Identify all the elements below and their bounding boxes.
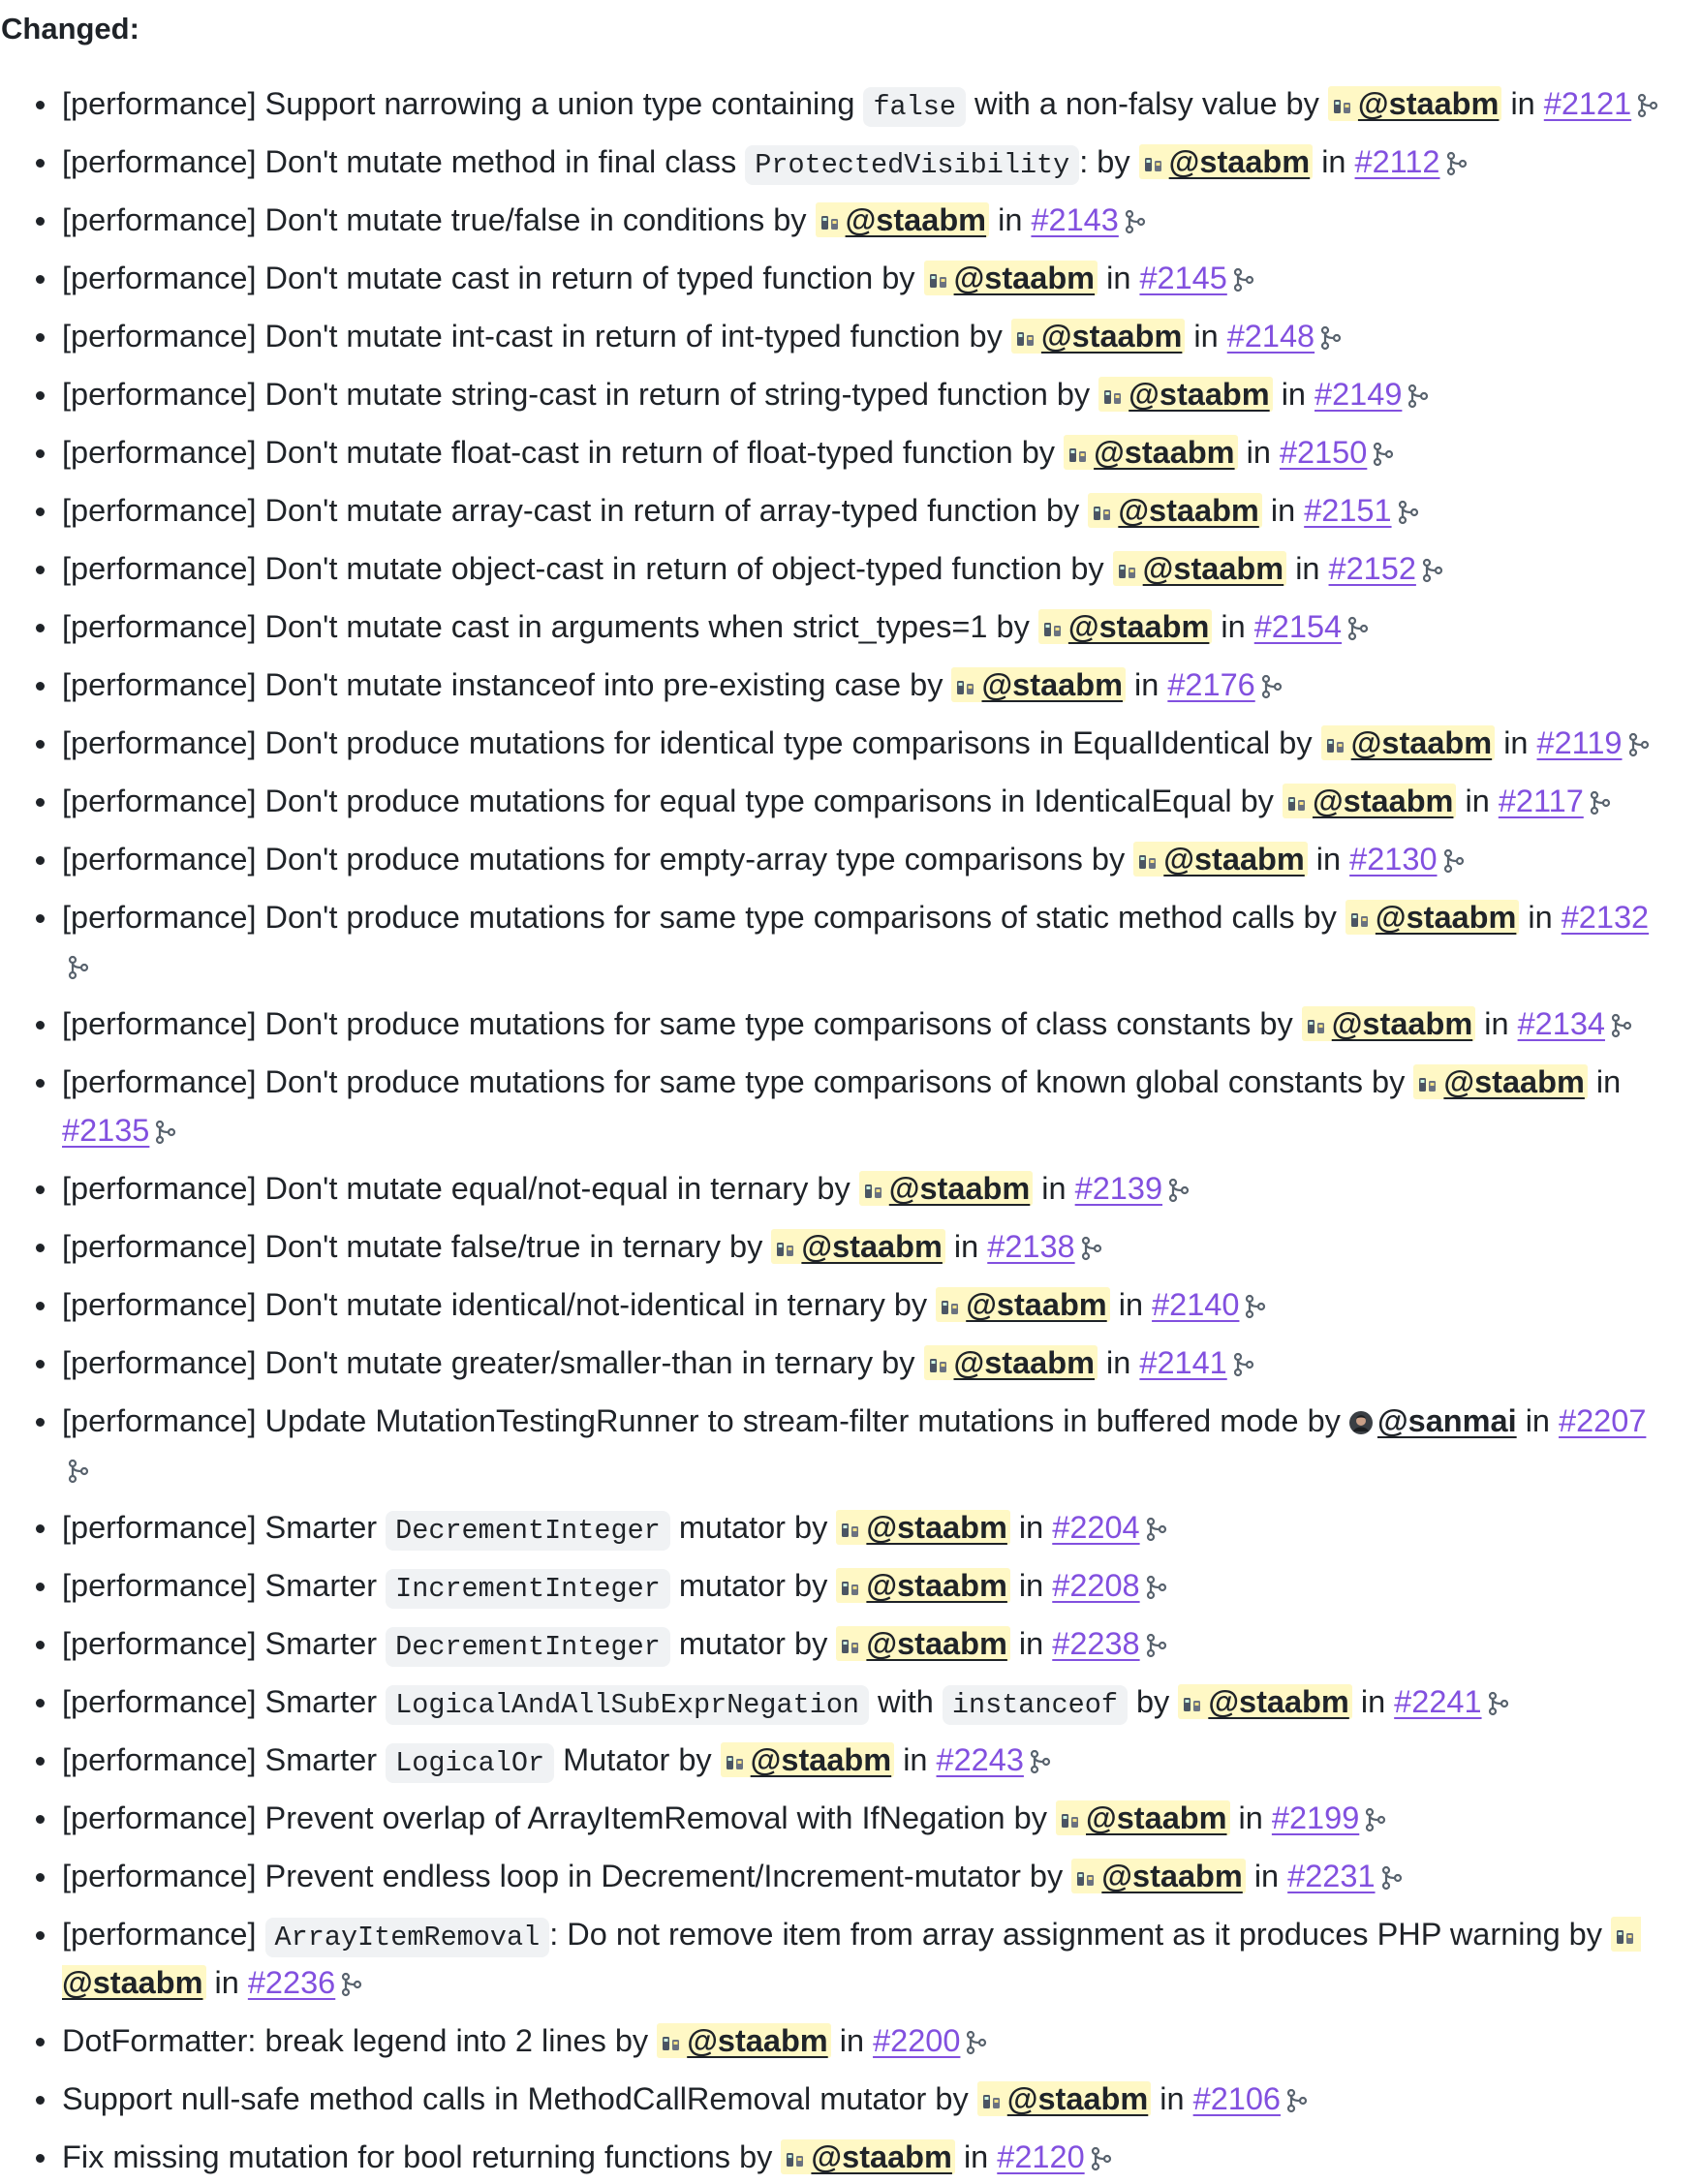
pull-request-icon (68, 947, 89, 993)
list-item (62, 1224, 1662, 1274)
username-link[interactable]: @staabm (1118, 493, 1259, 528)
pull-request-link[interactable]: #2120 (997, 2139, 1085, 2174)
user-mention[interactable] (1098, 377, 1273, 412)
list-item (62, 2076, 1662, 2126)
username-link[interactable]: @staabm (1168, 144, 1311, 179)
item-text: mutator by (669, 1510, 837, 1545)
pull-request-link[interactable]: #2154 (1253, 609, 1343, 644)
in-text: in (1495, 725, 1537, 760)
item-text: [performance] Don't produce mutations for identical type comparisons in EqualIdentical by (62, 725, 1321, 760)
item-text: Fix missing mutation for bool returning functions by (62, 2139, 782, 2174)
item-text: [performance] Don't mutate string-cast in return of string-typed function by (62, 377, 1099, 412)
pull-request-link[interactable]: #2112 (1354, 144, 1440, 179)
in-text: in (1229, 1800, 1272, 1835)
username-link[interactable]: @staabm (1331, 1006, 1473, 1041)
user-mention[interactable] (924, 1345, 1098, 1380)
pull-request-icon (1245, 1286, 1266, 1332)
in-text: in (1009, 1626, 1053, 1661)
pull-request-icon (68, 1451, 89, 1496)
item-text: [performance] Smarter (62, 1684, 387, 1719)
user-mention[interactable] (1038, 609, 1213, 644)
user-mention[interactable] (1328, 86, 1502, 121)
bot-avatar-icon (840, 1508, 861, 1553)
pull-request-icon (1320, 318, 1342, 363)
pull-request-icon (1422, 550, 1443, 596)
list-item (62, 895, 1662, 993)
list-item (62, 1738, 1662, 1787)
list-item (62, 837, 1662, 886)
user-mention[interactable] (859, 1171, 1034, 1206)
bot-avatar-icon (981, 2079, 1003, 2125)
username-link[interactable]: @staabm (866, 1626, 1007, 1661)
in-text: in (1286, 551, 1329, 586)
pull-request-icon (155, 1112, 176, 1157)
username-link[interactable]: @staabm (1357, 86, 1500, 121)
username-link[interactable]: @staabm (687, 2023, 828, 2058)
list-item (62, 314, 1662, 363)
username-link[interactable]: @staabm (1142, 551, 1284, 586)
in-text: in (989, 202, 1032, 237)
inline-code: IncrementInteger (386, 1569, 670, 1609)
list-item (62, 721, 1662, 770)
item-text: : by (1079, 144, 1139, 179)
pull-request-icon (1407, 376, 1429, 421)
inline-code: DecrementInteger (386, 1627, 670, 1667)
pull-request-link[interactable]: #2243 (936, 1742, 1024, 1777)
item-text: [performance] Don't mutate false/true in ternary by (62, 1229, 772, 1264)
pull-request-icon (1398, 492, 1419, 538)
pull-request-link[interactable]: #2132 (1561, 900, 1650, 935)
username-link[interactable]: @staabm (1375, 900, 1517, 935)
user-avatar (1349, 1401, 1373, 1447)
item-text: [performance] Don't mutate cast in return of typed function by (62, 261, 924, 295)
pull-request-link[interactable]: #2119 (1536, 725, 1623, 760)
username-link[interactable]: @staabm (811, 2139, 952, 2174)
pull-request-link[interactable]: #2106 (1192, 2081, 1281, 2116)
pull-request-link[interactable]: #2207 (1559, 1403, 1647, 1438)
in-text: in (1516, 1403, 1560, 1438)
bot-avatar-icon (928, 259, 949, 304)
bot-avatar-icon (1349, 898, 1371, 943)
pull-request-link[interactable]: #2117 (1498, 784, 1584, 818)
bot-avatar-icon (840, 1624, 861, 1670)
in-text: in (1501, 86, 1544, 121)
item-text: [performance] Smarter (62, 1742, 387, 1777)
item-text: [performance] Don't mutate float-cast in return of float-typed function by (62, 435, 1065, 470)
pull-request-icon (1637, 85, 1658, 131)
item-text: [performance] Don't produce mutations for same type comparisons of class constants by (62, 1006, 1302, 1041)
item-text: [performance] Don't mutate identical/not-identical in ternary by (62, 1287, 937, 1322)
pull-request-icon (1091, 2138, 1112, 2184)
pull-request-icon (1146, 1509, 1167, 1554)
bot-avatar-icon (661, 2021, 682, 2067)
user-mention[interactable] (836, 1626, 1010, 1661)
item-text: Support null-safe method calls in MethodCallRemoval mutator by (62, 2081, 977, 2116)
pull-request-icon (1611, 1005, 1632, 1051)
username-link[interactable]: @staabm (845, 202, 987, 237)
pull-request-link[interactable]: #2148 (1226, 319, 1315, 354)
item-text: Mutator by (554, 1742, 721, 1777)
pull-request-link[interactable]: #2135 (62, 1113, 150, 1148)
username-link[interactable]: @staabm (1208, 1684, 1349, 1719)
in-text: in (1261, 493, 1305, 528)
pull-request-icon (1286, 2080, 1308, 2126)
username-link[interactable]: @staabm (1040, 319, 1183, 354)
pull-request-icon (1146, 1567, 1167, 1613)
username-link[interactable]: @staabm (953, 1345, 1096, 1380)
user-mention[interactable] (1302, 1006, 1476, 1041)
bot-avatar-icon (1137, 840, 1159, 885)
inline-code: false (863, 87, 966, 127)
list-item (62, 1399, 1662, 1496)
username-link[interactable]: @staabm (888, 1171, 1031, 1206)
username-link[interactable]: @staabm (1067, 609, 1210, 644)
list-item (62, 372, 1662, 421)
item-text: [performance] Prevent endless loop in Decrement/Increment-mutator by (62, 1859, 1072, 1893)
user-mention[interactable] (836, 1510, 1010, 1545)
item-text: : Do not remove item from array assignment as it produces PHP warning by (549, 1917, 1612, 1952)
pull-request-link[interactable]: #2140 (1152, 1287, 1240, 1322)
user-mention[interactable] (781, 2139, 955, 2174)
pull-request-icon (1488, 1683, 1509, 1729)
bot-avatar-icon (1332, 84, 1353, 130)
user-mention[interactable] (771, 1229, 945, 1264)
list-item (62, 430, 1662, 479)
in-text: in (954, 2139, 998, 2174)
in-text: in (1307, 842, 1350, 877)
item-text: [performance] Smarter (62, 1510, 387, 1545)
item-text: mutator by (669, 1626, 837, 1661)
username-link[interactable]: @staabm (801, 1229, 943, 1264)
user-mention[interactable] (1321, 725, 1496, 760)
pull-request-icon (1081, 1228, 1102, 1274)
inline-code: LogicalAndAllSubExprNegation (386, 1685, 869, 1725)
user-mention[interactable] (816, 202, 990, 237)
list-item (62, 198, 1662, 247)
item-text: [performance] Support narrowing a union type containing (62, 86, 864, 121)
bot-avatar-icon (1615, 1915, 1636, 1960)
bot-avatar-icon (1060, 1799, 1081, 1844)
in-text: in (1351, 1684, 1395, 1719)
bot-avatar-icon (820, 200, 841, 246)
pull-request-link[interactable]: #2231 (1287, 1859, 1376, 1893)
pull-request-icon (341, 1964, 362, 2010)
user-mention[interactable] (936, 1287, 1110, 1322)
pull-request-link[interactable]: #2199 (1271, 1800, 1360, 1835)
item-text: [performance] Don't produce mutations for equal type comparisons in IdenticalEqual by (62, 784, 1283, 818)
list-item (62, 1854, 1662, 1903)
list-item (62, 2135, 1662, 2184)
username-link[interactable]: @staabm (750, 1742, 892, 1777)
in-text: in (1587, 1064, 1622, 1099)
pull-request-link[interactable]: #2121 (1543, 86, 1632, 121)
item-text: [performance] Don't mutate cast in arguments when strict_types=1 by (62, 609, 1038, 644)
list-item (62, 1282, 1662, 1332)
list-item (62, 546, 1662, 596)
item-text: [performance] Don't produce mutations for same type comparisons of static method calls by (62, 900, 1345, 935)
user-mention[interactable] (1056, 1800, 1230, 1835)
username-link[interactable]: @staabm (866, 1510, 1007, 1545)
list-item (62, 2018, 1662, 2068)
bot-avatar-icon (1117, 549, 1138, 595)
pull-request-icon (1261, 666, 1283, 712)
bot-avatar-icon (1092, 491, 1113, 537)
item-text: [performance] Don't mutate array-cast in return of array-typed function by (62, 493, 1089, 528)
user-mention[interactable] (721, 1742, 895, 1777)
bot-avatar-icon (863, 1169, 884, 1215)
pull-request-icon (1125, 201, 1146, 247)
item-text: [performance] Smarter (62, 1568, 387, 1603)
item-text: [performance] Don't mutate equal/not-equal in ternary by (62, 1171, 859, 1206)
user-mention[interactable] (1113, 551, 1287, 586)
changes-list (0, 81, 1701, 2184)
list-item (62, 139, 1662, 189)
pull-request-link[interactable]: #2176 (1167, 667, 1255, 702)
in-text: in (1151, 2081, 1193, 2116)
list-item (62, 256, 1662, 305)
pull-request-icon (1233, 1344, 1254, 1390)
user-mention[interactable] (657, 2023, 831, 2058)
bot-avatar-icon (1102, 375, 1124, 420)
list-item (62, 604, 1662, 654)
item-text: [performance] Don't mutate instanceof into pre-existing case by (62, 667, 952, 702)
pull-request-link[interactable]: #2150 (1279, 435, 1368, 470)
pull-request-link[interactable]: #2149 (1314, 377, 1403, 412)
item-text: [performance] Don't mutate object-cast in return of object-typed function by (62, 551, 1113, 586)
pull-request-link[interactable]: #2130 (1349, 842, 1438, 877)
in-text: in (1245, 1859, 1288, 1893)
in-text: in (830, 2023, 874, 2058)
pull-request-icon (1381, 1858, 1403, 1903)
in-text: in (1009, 1568, 1053, 1603)
item-text: by (1127, 1684, 1179, 1719)
username-link[interactable]: @staabm (1094, 435, 1235, 470)
in-text: in (894, 1742, 937, 1777)
bot-avatar-icon (1325, 723, 1346, 769)
item-text: [performance] Don't produce mutations for same type comparisons of known global constants by (62, 1064, 1414, 1099)
bot-avatar-icon (1182, 1682, 1203, 1728)
list-item (62, 1505, 1662, 1554)
username-link[interactable]: @sanmai (1376, 1403, 1517, 1438)
bot-avatar-icon (928, 1343, 949, 1389)
user-mention[interactable] (836, 1568, 1010, 1603)
in-text: in (1098, 261, 1140, 295)
section-title: Changed: (1, 12, 139, 46)
in-text: in (1519, 900, 1562, 935)
item-text: [performance] Don't mutate int-cast in return of int-typed function by (62, 319, 1011, 354)
pull-request-link[interactable]: #2241 (1394, 1684, 1482, 1719)
list-item (62, 1679, 1662, 1729)
pull-request-link[interactable]: #2138 (987, 1229, 1075, 1264)
user-mention[interactable] (951, 667, 1126, 702)
pull-request-link[interactable]: #2151 (1304, 493, 1392, 528)
pull-request-icon (1446, 143, 1468, 189)
list-item (62, 81, 1662, 131)
user-mention[interactable] (1413, 1064, 1588, 1099)
pull-request-icon (1628, 724, 1650, 770)
username-link[interactable]: @staabm (953, 261, 1096, 295)
pull-request-icon (1443, 841, 1465, 886)
user-mention[interactable] (1071, 1859, 1246, 1893)
inline-code: ArrayItemRemoval (265, 1918, 550, 1957)
pull-request-link[interactable]: #2238 (1052, 1626, 1140, 1661)
in-text: in (1125, 667, 1168, 702)
pull-request-link[interactable]: #2134 (1517, 1006, 1605, 1041)
bot-avatar-icon (1143, 142, 1164, 188)
item-text: [performance] Update MutationTestingRunner to stream-filter mutations in buffered mode by (62, 1403, 1349, 1438)
user-mention[interactable] (1349, 1403, 1517, 1438)
bot-avatar-icon (1067, 433, 1089, 478)
list-item (62, 1912, 1662, 2010)
in-text: in (205, 1965, 248, 2000)
user-mention[interactable] (1283, 784, 1457, 818)
user-mention[interactable] (977, 2081, 1152, 2116)
list-item (62, 1796, 1662, 1845)
inline-code: instanceof (943, 1685, 1128, 1725)
pull-request-link[interactable]: #2152 (1328, 551, 1416, 586)
in-text: in (1109, 1287, 1153, 1322)
bot-avatar-icon (940, 1285, 961, 1331)
pull-request-icon (1233, 260, 1254, 305)
item-text: [performance] Don't mutate greater/smaller-than in ternary by (62, 1345, 924, 1380)
bot-avatar-icon (1417, 1062, 1438, 1108)
username-link[interactable]: @staabm (1086, 1800, 1227, 1835)
username-link[interactable]: @staabm (1312, 784, 1454, 818)
bot-avatar-icon (1286, 782, 1308, 827)
inline-code: ProtectedVisibility (745, 145, 1079, 185)
item-text: with (869, 1684, 943, 1719)
list-item (62, 488, 1662, 538)
username-link[interactable]: @staabm (62, 1965, 203, 2000)
list-item (62, 662, 1662, 712)
username-link[interactable]: @staabm (1006, 2081, 1149, 2116)
in-text: in (1237, 435, 1280, 470)
bot-avatar-icon (725, 1740, 746, 1786)
username-link[interactable]: @staabm (1129, 377, 1270, 412)
user-mention[interactable] (1139, 144, 1314, 179)
user-mention[interactable] (1178, 1684, 1352, 1719)
pull-request-link[interactable]: #2208 (1052, 1568, 1140, 1603)
pull-request-icon (1347, 608, 1369, 654)
username-link[interactable]: @staabm (1101, 1859, 1243, 1893)
item-text: [performance] Prevent overlap of ArrayItemRemoval with IfNegation by (62, 1800, 1057, 1835)
bot-avatar-icon (1015, 317, 1036, 362)
item-text: [performance] (62, 1917, 265, 1952)
in-text: in (1475, 1006, 1518, 1041)
in-text: in (1098, 1345, 1140, 1380)
item-text: with a non-falsy value by (965, 86, 1328, 121)
inline-code: LogicalOr (386, 1743, 554, 1783)
pull-request-icon (1590, 783, 1611, 828)
pull-request-icon (1373, 434, 1394, 479)
in-text: in (1212, 609, 1254, 644)
list-item (62, 779, 1662, 828)
pull-request-link[interactable]: #2204 (1052, 1510, 1140, 1545)
pull-request-icon (1168, 1170, 1190, 1215)
item-text: DotFormatter: break legend into 2 lines by (62, 2023, 658, 2058)
pull-request-link[interactable]: #2141 (1139, 1345, 1227, 1380)
user-mention[interactable] (1133, 842, 1308, 877)
item-text: mutator by (669, 1568, 837, 1603)
bot-avatar-icon (1306, 1004, 1327, 1050)
pull-request-icon (1365, 1799, 1386, 1845)
user-mention[interactable] (1345, 900, 1520, 935)
username-link[interactable]: @staabm (981, 667, 1123, 702)
bot-avatar-icon (1042, 607, 1064, 653)
bot-avatar-icon (785, 2138, 806, 2183)
list-item (62, 1001, 1662, 1051)
bot-avatar-icon (840, 1566, 861, 1612)
list-item (62, 1060, 1662, 1157)
pull-request-icon (1030, 1741, 1051, 1787)
pull-request-icon (1146, 1625, 1167, 1671)
in-text: in (944, 1229, 988, 1264)
in-text: in (1009, 1510, 1053, 1545)
in-text: in (1033, 1171, 1075, 1206)
list-item (62, 1340, 1662, 1390)
username-link[interactable]: @staabm (1163, 842, 1305, 877)
pull-request-link[interactable]: #2200 (873, 2023, 961, 2058)
in-text: in (1456, 784, 1499, 818)
inline-code: DecrementInteger (386, 1511, 670, 1551)
user-mention[interactable] (924, 261, 1098, 295)
user-mention[interactable] (1088, 493, 1262, 528)
in-text: in (1185, 319, 1227, 354)
user-mention[interactable] (1064, 435, 1238, 470)
bot-avatar-icon (955, 665, 976, 711)
username-link[interactable]: @staabm (1350, 725, 1493, 760)
username-link[interactable]: @staabm (866, 1568, 1007, 1603)
list-item (62, 1621, 1662, 1671)
user-mention[interactable] (1011, 319, 1186, 354)
list-item (62, 1563, 1662, 1613)
item-text: [performance] Don't produce mutations for empty-array type comparisons by (62, 842, 1134, 877)
username-link[interactable]: @staabm (1443, 1064, 1585, 1099)
pull-request-link[interactable]: #2236 (247, 1965, 336, 2000)
pull-request-link[interactable]: #2139 (1074, 1171, 1163, 1206)
bot-avatar-icon (1075, 1857, 1097, 1902)
item-text: [performance] Smarter (62, 1626, 387, 1661)
username-link[interactable]: @staabm (966, 1287, 1107, 1322)
item-text: [performance] Don't mutate method in final class (62, 144, 746, 179)
pull-request-link[interactable]: #2145 (1139, 261, 1227, 295)
in-text: in (1272, 377, 1315, 412)
list-item (62, 1166, 1662, 1215)
pull-request-link[interactable]: #2143 (1031, 202, 1119, 237)
bot-avatar-icon (775, 1227, 796, 1273)
item-text: [performance] Don't mutate true/false in conditions by (62, 202, 816, 237)
in-text: in (1313, 144, 1355, 179)
